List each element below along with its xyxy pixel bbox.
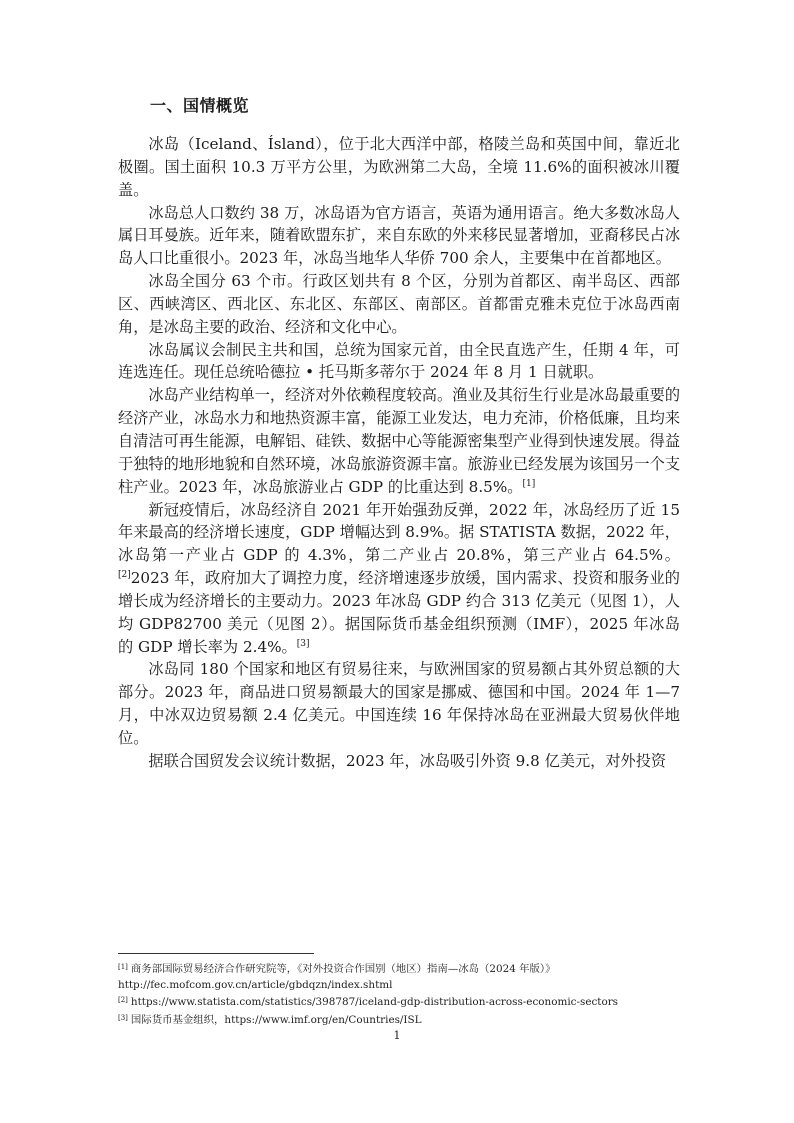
paragraph-politics [118,339,680,385]
paragraph-text: 冰岛属议会制民主共和国，总统为国家元首，由全民直选产生，任期 4 年，可连选连任。现任总统哈德拉 • 托马斯多蒂尔于 2024 年 8 月 1 日就职。 [118,340,680,382]
paragraph-overview [118,133,680,202]
footnote-divider [118,953,314,954]
paragraph-text: 冰岛（Iceland、Ísland），位于北大西洋中部，格陵兰岛和英国中间，靠近北极圈。国土面积 10.3 万平方公里，为欧洲第二大岛，全境 11.6%的面积被冰川覆盖。 [118,135,680,199]
paragraph-investment [118,750,680,773]
footnote-text: 商务部国际贸易经济合作研究院等，《对外投资合作国别（地区）指南—冰岛（2024 年版）》 [130,963,556,975]
paragraph-industry [118,384,680,498]
footnote-2 [118,993,688,1011]
footnote-1 [118,960,688,978]
footnote-text: 国际货币基金组织，https://www.imf.org/en/Countries/ISL [130,1013,422,1026]
footnote-ref-2[interactable]: [2] [118,570,131,581]
paragraph-economy [118,499,680,659]
section-heading: 一、国情概览 [150,96,250,115]
footnote-ref-1[interactable]: [1] [522,478,536,489]
paragraph-text: 冰岛产业结构单一，经济对外依赖程度较高。渔业及其衍生行业是冰岛最重要的经济产业，冰岛水力和地热资源丰富，能源工业发达，电力充沛，价格低廉，且均来自清洁可再生能源，电解铝、硅铁、数据中心等能源密集型产业得到快速发展。得益于独特的地形地貌和自然环境，冰岛旅游资源丰富。旅游业已经发展为该国另一个支柱产业。2023 年，冰岛旅游业占 GDP 的比重达到 8.5%。 [118,386,680,496]
footnote-mark: [1] [118,963,128,971]
paragraph-text: 冰岛同 180 个国家和地区有贸易往来，与欧洲国家的贸易额占其外贸总额的大部分。2023 年，商品进口贸易额最大的国家是挪威、德国和中国。2024 年 1—7 月，中冰双边贸易额 2.4 亿美元。中国连续 16 年保持冰岛在亚洲最大贸易伙伴地位。 [118,660,680,747]
footnotes [118,960,688,1028]
paragraph-text: 冰岛总人口数约 38 万，冰岛语为官方语言，英语为通用语言。绝大多数冰岛人属日耳曼族。近年来，随着欧盟东扩，来自东欧的外来移民显著增加，亚裔移民占冰岛人口比重很小。2023 年，冰岛当地华人华侨 700 余人，主要集中在首都地区。 [118,203,680,268]
page-number: 1 [393,1029,401,1042]
body-text [118,133,680,773]
footnote-ref-3[interactable]: [3] [296,638,310,649]
paragraph-text: 冰岛全国分 63 个市。行政区划共有 8 个区，分别为首都区、南半岛区、西部区、西峡湾区、西北区、东北区、东部区、南部区。首都雷克雅未克位于冰岛西南角，是冰岛主要的政治、经济和文化中心。 [118,272,680,336]
footnote-1-url[interactable] [118,978,688,994]
paragraph-administration [118,270,680,339]
paragraph-trade [118,658,680,749]
footnote-3 [118,1011,688,1029]
paragraph-population [118,202,680,271]
footnote-link[interactable]: https://www.statista.com/statistics/398787/iceland-gdp-distribution-across-economic-sectors [130,996,619,1008]
paragraph-text: 据联合国贸发会议统计数据，2023 年，冰岛吸引外资 9.8 亿美元，对外投资 [148,751,667,770]
paragraph-text-continued: 2023 年，政府加大了调控力度，经济增速逐步放缓，国内需求、投资和服务业的增长成为经济增长的主要动力。2023 年冰岛 GDP 约合 313 亿美元（见图 1），人均 GDP82700 美元（见图 2）。据国际货币基金组织预测（IMF），2025 年冰岛的 GDP 增长率为 2.4%。 [118,569,680,656]
paragraph-text: 新冠疫情后，冰岛经济自 2021 年开始强劲反弹，2022 年，冰岛经历了近 15 年来最高的经济增长速度，GDP 增幅达到 8.9%。据 STATISTA 数据，2022 年，冰岛第一产业占 GDP 的 4.3%，第二产业占 20.8%，第三产业占 64.5%。 [118,500,680,565]
footnote-link[interactable]: http://fec.mofcom.gov.cn/article/gbdqzn/index.shtml [118,978,393,991]
footnote-mark: [3] [118,1013,128,1022]
footnote-mark: [2] [118,996,128,1004]
